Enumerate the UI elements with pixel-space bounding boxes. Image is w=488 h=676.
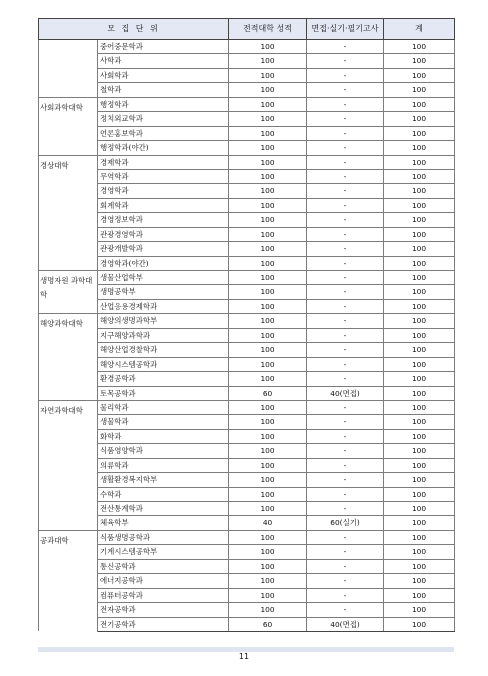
department-cell: 식품생명공학과	[98, 530, 229, 544]
table-row	[39, 603, 455, 617]
table-row	[39, 343, 455, 357]
total-cell: 100	[384, 545, 455, 559]
header-row	[39, 19, 455, 40]
college-cell: 자연과학대학	[39, 400, 98, 530]
exam-cell: -	[307, 68, 384, 82]
prev-grade-cell: 100	[229, 40, 307, 54]
exam-cell: -	[307, 415, 384, 429]
table-row	[39, 256, 455, 270]
department-cell: 에너지공학과	[98, 574, 229, 588]
total-cell: 100	[384, 502, 455, 516]
total-cell: 100	[384, 473, 455, 487]
table-row	[39, 545, 455, 559]
exam-cell: -	[307, 444, 384, 458]
prev-grade-cell: 100	[229, 487, 307, 501]
department-cell: 행정학과(야간)	[98, 141, 229, 155]
exam-cell: -	[307, 357, 384, 371]
prev-grade-cell: 100	[229, 473, 307, 487]
department-cell: 언론홍보학과	[98, 126, 229, 140]
exam-cell: -	[307, 502, 384, 516]
department-cell: 철학과	[98, 83, 229, 97]
exam-cell: -	[307, 574, 384, 588]
prev-grade-cell: 100	[229, 603, 307, 617]
total-cell: 100	[384, 415, 455, 429]
exam-cell: -	[307, 227, 384, 241]
exam-cell: -	[307, 343, 384, 357]
prev-grade-cell: 100	[229, 545, 307, 559]
table-row	[39, 68, 455, 82]
department-cell: 전산통계학과	[98, 502, 229, 516]
table-body	[39, 40, 455, 632]
table-row	[39, 213, 455, 227]
total-cell: 100	[384, 314, 455, 328]
exam-cell: -	[307, 271, 384, 285]
department-cell: 토목공학과	[98, 386, 229, 400]
prev-grade-cell: 100	[229, 502, 307, 516]
college-cell: 경상대학	[39, 155, 98, 271]
prev-grade-cell: 100	[229, 458, 307, 472]
department-cell: 해양의생명과학부	[98, 314, 229, 328]
department-cell: 경제학과	[98, 155, 229, 169]
exam-cell: -	[307, 314, 384, 328]
exam-cell: -	[307, 54, 384, 68]
table-row	[39, 473, 455, 487]
prev-grade-cell: 100	[229, 141, 307, 155]
total-cell: 100	[384, 97, 455, 111]
department-cell: 행정학과	[98, 97, 229, 111]
prev-grade-cell: 100	[229, 285, 307, 299]
prev-grade-cell: 60	[229, 617, 307, 631]
exam-cell: -	[307, 458, 384, 472]
exam-cell: 40(면접)	[307, 386, 384, 400]
total-cell: 100	[384, 444, 455, 458]
total-cell: 100	[384, 429, 455, 443]
department-cell: 중어중문학과	[98, 40, 229, 54]
prev-grade-cell: 100	[229, 271, 307, 285]
exam-cell: -	[307, 473, 384, 487]
table-row	[39, 83, 455, 97]
college-cell: 사회과학대학	[39, 97, 98, 155]
department-cell: 경영학과(야간)	[98, 256, 229, 270]
total-cell: 100	[384, 54, 455, 68]
exam-cell: -	[307, 299, 384, 313]
table-row	[39, 97, 455, 111]
total-cell: 100	[384, 328, 455, 342]
table-row	[39, 40, 455, 54]
table-row	[39, 429, 455, 443]
admission-criteria-table	[38, 18, 455, 632]
exam-cell: -	[307, 429, 384, 443]
college-cell: 해양과학대학	[39, 314, 98, 401]
total-cell: 100	[384, 112, 455, 126]
total-cell: 100	[384, 603, 455, 617]
prev-grade-cell: 100	[229, 155, 307, 169]
prev-grade-cell: 60	[229, 386, 307, 400]
prev-grade-cell: 100	[229, 530, 307, 544]
department-cell: 사회학과	[98, 68, 229, 82]
department-cell: 해양시스템공학과	[98, 357, 229, 371]
total-cell: 100	[384, 530, 455, 544]
exam-cell: -	[307, 112, 384, 126]
table-row	[39, 54, 455, 68]
exam-cell: 40(면접)	[307, 617, 384, 631]
header-recruitment-unit: 모 집 단 위	[39, 19, 229, 40]
department-cell: 체육학부	[98, 516, 229, 530]
prev-grade-cell: 100	[229, 169, 307, 183]
department-cell: 식품영양학과	[98, 444, 229, 458]
exam-cell: 60(실기)	[307, 516, 384, 530]
total-cell: 100	[384, 574, 455, 588]
table-row	[39, 184, 455, 198]
prev-grade-cell: 100	[229, 112, 307, 126]
table-row	[39, 285, 455, 299]
exam-cell: -	[307, 487, 384, 501]
table-row	[39, 574, 455, 588]
department-cell: 수학과	[98, 487, 229, 501]
total-cell: 100	[384, 559, 455, 573]
prev-grade-cell: 100	[229, 314, 307, 328]
total-cell: 100	[384, 198, 455, 212]
prev-grade-cell: 100	[229, 184, 307, 198]
table-row	[39, 516, 455, 530]
prev-grade-cell: 100	[229, 559, 307, 573]
prev-grade-cell: 100	[229, 372, 307, 386]
header-prev-grade: 전적대학 성적	[229, 19, 307, 40]
prev-grade-cell: 100	[229, 400, 307, 414]
exam-cell: -	[307, 530, 384, 544]
table-row	[39, 617, 455, 631]
total-cell: 100	[384, 213, 455, 227]
table-row	[39, 458, 455, 472]
exam-cell: -	[307, 256, 384, 270]
prev-grade-cell: 100	[229, 328, 307, 342]
exam-cell: -	[307, 169, 384, 183]
department-cell: 지구해양과학과	[98, 328, 229, 342]
exam-cell: -	[307, 97, 384, 111]
department-cell: 경영학과	[98, 184, 229, 198]
exam-cell: -	[307, 545, 384, 559]
prev-grade-cell: 100	[229, 588, 307, 602]
prev-grade-cell: 100	[229, 213, 307, 227]
college-cell: 생명자원 과학대학	[39, 271, 98, 314]
prev-grade-cell: 40	[229, 516, 307, 530]
table-row	[39, 372, 455, 386]
table-row	[39, 227, 455, 241]
prev-grade-cell: 100	[229, 126, 307, 140]
department-cell: 정치외교학과	[98, 112, 229, 126]
total-cell: 100	[384, 242, 455, 256]
exam-cell: -	[307, 242, 384, 256]
prev-grade-cell: 100	[229, 357, 307, 371]
college-cell: 공과대학	[39, 530, 98, 631]
department-cell: 산업응용경제학과	[98, 299, 229, 313]
exam-cell: -	[307, 40, 384, 54]
table-row	[39, 141, 455, 155]
department-cell: 사학과	[98, 54, 229, 68]
table-row	[39, 198, 455, 212]
prev-grade-cell: 100	[229, 343, 307, 357]
table-header	[39, 19, 455, 40]
prev-grade-cell: 100	[229, 256, 307, 270]
table-row	[39, 357, 455, 371]
department-cell: 경영정보학과	[98, 213, 229, 227]
exam-cell: -	[307, 83, 384, 97]
total-cell: 100	[384, 126, 455, 140]
total-cell: 100	[384, 68, 455, 82]
table-row	[39, 386, 455, 400]
table-row	[39, 328, 455, 342]
total-cell: 100	[384, 400, 455, 414]
total-cell: 100	[384, 285, 455, 299]
college-cell	[39, 40, 98, 98]
table-row	[39, 155, 455, 169]
exam-cell: -	[307, 155, 384, 169]
total-cell: 100	[384, 256, 455, 270]
department-cell: 화학과	[98, 429, 229, 443]
table-row	[39, 502, 455, 516]
prev-grade-cell: 100	[229, 444, 307, 458]
total-cell: 100	[384, 271, 455, 285]
department-cell: 생물산업학부	[98, 271, 229, 285]
exam-cell: -	[307, 588, 384, 602]
total-cell: 100	[384, 386, 455, 400]
total-cell: 100	[384, 40, 455, 54]
exam-cell: -	[307, 198, 384, 212]
exam-cell: -	[307, 400, 384, 414]
table-row	[39, 487, 455, 501]
header-exam: 면접·실기·필기고사	[307, 19, 384, 40]
prev-grade-cell: 100	[229, 299, 307, 313]
header-total: 계	[384, 19, 455, 40]
exam-cell: -	[307, 184, 384, 198]
department-cell: 물리학과	[98, 400, 229, 414]
department-cell: 생물학과	[98, 415, 229, 429]
total-cell: 100	[384, 169, 455, 183]
table-row	[39, 559, 455, 573]
table-row	[39, 400, 455, 414]
table-row	[39, 530, 455, 544]
exam-cell: -	[307, 213, 384, 227]
exam-cell: -	[307, 603, 384, 617]
department-cell: 통신공학과	[98, 559, 229, 573]
department-cell: 전기공학과	[98, 617, 229, 631]
department-cell: 전자공학과	[98, 603, 229, 617]
page-number: 11	[238, 652, 250, 661]
table-row	[39, 314, 455, 328]
table-row	[39, 126, 455, 140]
total-cell: 100	[384, 299, 455, 313]
total-cell: 100	[384, 227, 455, 241]
exam-cell: -	[307, 372, 384, 386]
table-row	[39, 271, 455, 285]
exam-cell: -	[307, 141, 384, 155]
table-row	[39, 444, 455, 458]
exam-cell: -	[307, 559, 384, 573]
total-cell: 100	[384, 83, 455, 97]
table-row	[39, 415, 455, 429]
total-cell: 100	[384, 141, 455, 155]
department-cell: 관광개발학과	[98, 242, 229, 256]
table-row	[39, 112, 455, 126]
total-cell: 100	[384, 343, 455, 357]
exam-cell: -	[307, 126, 384, 140]
department-cell: 관광경영학과	[98, 227, 229, 241]
prev-grade-cell: 100	[229, 415, 307, 429]
total-cell: 100	[384, 588, 455, 602]
prev-grade-cell: 100	[229, 429, 307, 443]
department-cell: 의류학과	[98, 458, 229, 472]
department-cell: 회계학과	[98, 198, 229, 212]
total-cell: 100	[384, 617, 455, 631]
total-cell: 100	[384, 184, 455, 198]
total-cell: 100	[384, 357, 455, 371]
prev-grade-cell: 100	[229, 574, 307, 588]
table-row	[39, 588, 455, 602]
prev-grade-cell: 100	[229, 83, 307, 97]
table-row	[39, 299, 455, 313]
total-cell: 100	[384, 516, 455, 530]
table-row	[39, 242, 455, 256]
exam-cell: -	[307, 328, 384, 342]
prev-grade-cell: 100	[229, 198, 307, 212]
exam-cell: -	[307, 285, 384, 299]
department-cell: 생명공학부	[98, 285, 229, 299]
department-cell: 환경공학과	[98, 372, 229, 386]
department-cell: 해양산업경찰학과	[98, 343, 229, 357]
department-cell: 생활환경복지학부	[98, 473, 229, 487]
total-cell: 100	[384, 155, 455, 169]
department-cell: 기계시스템공학부	[98, 545, 229, 559]
total-cell: 100	[384, 487, 455, 501]
table-row	[39, 169, 455, 183]
total-cell: 100	[384, 372, 455, 386]
prev-grade-cell: 100	[229, 97, 307, 111]
prev-grade-cell: 100	[229, 242, 307, 256]
department-cell: 무역학과	[98, 169, 229, 183]
prev-grade-cell: 100	[229, 227, 307, 241]
prev-grade-cell: 100	[229, 54, 307, 68]
total-cell: 100	[384, 458, 455, 472]
department-cell: 컴퓨터공학과	[98, 588, 229, 602]
prev-grade-cell: 100	[229, 68, 307, 82]
